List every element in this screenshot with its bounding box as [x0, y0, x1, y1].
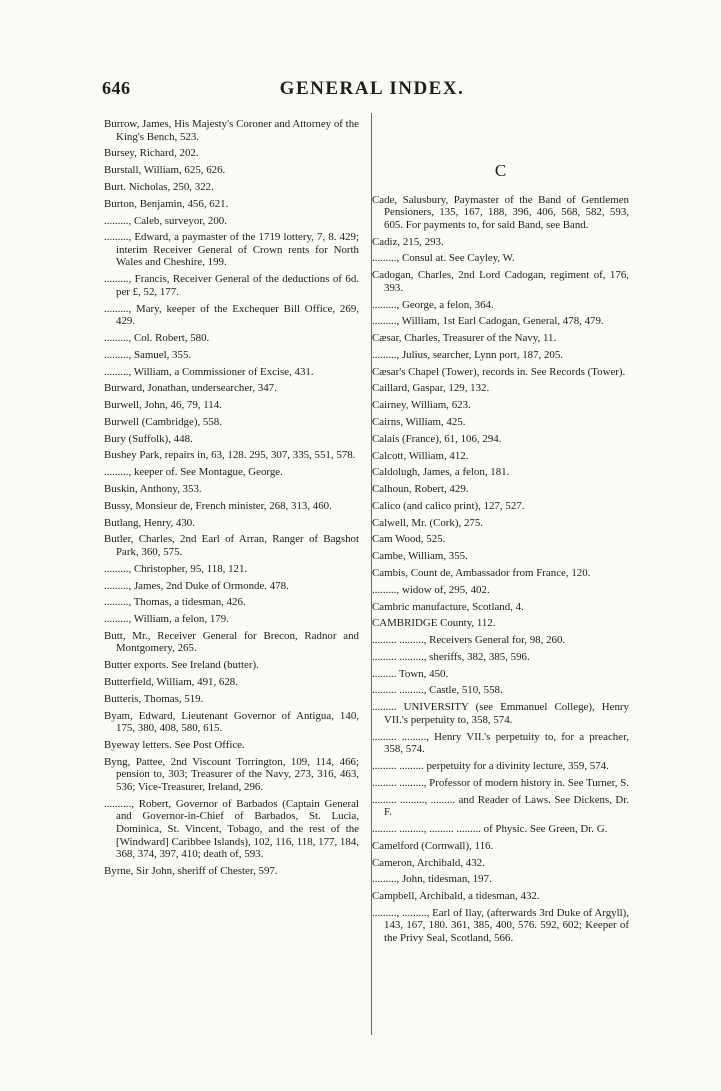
index-entry: ........., James, 2nd Duke of Ormonde. 478. — [104, 579, 289, 592]
index-entry: Butlang, Henry, 430. — [104, 516, 195, 529]
index-entry: Byam, Edward, Lieutenant Governor of Antigua, 140, 175, 380, 408, 580, 615. — [104, 709, 359, 735]
index-entry: ......... ........., Castle, 510, 558. — [372, 684, 503, 697]
index-entry: Byrne, Sir John, sheriff of Chester, 597. — [104, 864, 278, 877]
index-entry: Cambric manufacture, Scotland, 4. — [372, 600, 524, 613]
index-entry: ......... ........., Professor of modern history in. See Turner, S. — [372, 776, 629, 789]
index-entry: Cade, Salusbury, Paymaster of the Band of Gentlemen Pensioners, 135, 167, 188, 396, 406, 568, 582, 593, 605. For payments to, for said Band, see Band. — [372, 193, 629, 231]
index-entry: ........., Edward, a paymaster of the 1719 lottery, 7, 8. 429; interim Receiver General of Crown rents for North Wales and Cheshire, 199. — [104, 231, 359, 269]
index-entry: Cairney, William, 623. — [372, 399, 471, 412]
index-entry: ........., Francis, Receiver General of the deductions of 6d. per £, 52, 177. — [104, 273, 359, 298]
index-entry: Burton, Benjamin, 456, 621. — [104, 197, 229, 210]
index-entry: .........., Robert, Governor of Barbados (Captain General and Governor-in-Chief of Barbados, St. Lucia, Dominica, St. Vincent, Tobago, and the rest of the [Windward] Caribbee Islands), 102, 116, 118, 177, 184, 368, 374, 397, 410; death of, 593. — [104, 797, 359, 861]
index-entry: ........., Consul at. See Cayley, W. — [372, 252, 515, 265]
index-entry: Bushey Park, repairs in, 63, 128. 295, 307, 335, 551, 578. — [104, 449, 356, 462]
index-entry: ........., Mary, keeper of the Exchequer Bill Office, 269, 429. — [104, 302, 359, 328]
index-entry: Burrow, James, His Majesty's Coroner and Attorney of the King's Bench, 523. — [104, 118, 359, 143]
page-header — [92, 78, 652, 102]
index-entry: Burward, Jonathan, undersearcher, 347. — [104, 382, 277, 395]
index-entry: ......... ........., Henry VII.'s perpetuity to, for a preacher, 358, 574. — [372, 730, 629, 756]
index-entry: Caillard, Gaspar, 129, 132. — [372, 382, 490, 395]
index-entry: Cameron, Archibald, 432. — [372, 856, 485, 869]
index-entry: ........., keeper of. See Montague, George. — [104, 466, 283, 479]
index-entry: Calais (France), 61, 106, 294. — [372, 432, 502, 445]
index-entry: Cambis, Count de, Ambassador from France, 120. — [372, 567, 591, 579]
index-entry: ......... ........., ......... and Reader of Laws. See Dickens, Dr. F. — [372, 793, 629, 819]
index-entry: Burwell, John, 46, 79, 114. — [104, 399, 222, 412]
index-entry: Caldolugh, James, a felon, 181. — [372, 466, 510, 479]
index-entry: Byeway letters. See Post Office. — [104, 738, 245, 751]
index-entry: Cadiz, 215, 293. — [372, 235, 444, 248]
index-entry: Byng, Pattee, 2nd Viscount Torrington, 109, 114, 466; pension to, 303; Treasurer of the Navy, 273, 316, 463, 536; Vice-Treasurer, Ireland, 296. — [104, 755, 359, 793]
index-entry: Buskin, Anthony, 353. — [104, 483, 202, 496]
index-entry: Butterfield, William, 491, 628. — [104, 676, 238, 689]
index-entry: Bury (Suffolk), 448. — [104, 432, 193, 445]
section-letter-heading: C — [494, 161, 507, 180]
index-entry: ........., widow of, 295, 402. — [372, 583, 490, 596]
index-entry: ........., George, a felon, 364. — [372, 298, 494, 311]
index-entry: ........., Thomas, a tidesman, 426. — [104, 596, 246, 609]
index-entry: Burstall, William, 625, 626. — [104, 164, 226, 177]
index-entry: ......... ........., ......... ......... of Physic. See Green, Dr. G. — [372, 822, 608, 835]
index-entry: Burt. Nicholas, 250, 322. — [104, 180, 214, 193]
right-index-column — [372, 155, 629, 949]
index-entry: Cairns, William, 425. — [372, 415, 466, 428]
page-number: 646 — [102, 78, 131, 98]
index-entry: Butler, Charles, 2nd Earl of Arran, Ranger of Bagshot Park, 360, 575. — [104, 533, 359, 558]
index-entry: ......... ........., sheriffs, 382, 385, 596. — [372, 650, 530, 663]
index-entry: ........., Col. Robert, 580. — [104, 332, 210, 344]
page-title: GENERAL INDEX. — [279, 78, 465, 99]
index-entry: ........., Samuel, 355. — [104, 348, 192, 361]
index-entry: Butter exports. See Ireland (butter). — [104, 659, 259, 672]
index-entry: Cæsar, Charles, Treasurer of the Navy, 11. — [372, 332, 557, 345]
index-entry: ........., ........., Earl of Ilay, (afterwards 3rd Duke of Argyll), 143, 167, 180. 361, 385, 400, 576. 592, 602; Keeper of the Privy Seal, Scotland, 566. — [372, 906, 629, 945]
index-entry: Cam Wood, 525. — [372, 533, 446, 546]
index-entry: ........., Caleb, surveyor, 200. — [104, 214, 227, 227]
index-entry: Calhoun, Robert, 429. — [372, 483, 469, 496]
index-entry: ......... ........., Receivers General for, 98, 260. — [372, 634, 566, 647]
left-index-column — [104, 118, 359, 882]
index-entry: ........., William, a Commissioner of Excise, 431. — [104, 365, 314, 378]
index-entry: Bussy, Monsieur de, French minister, 268, 313, 460. — [104, 499, 332, 512]
index-entry: Bursey, Richard, 202. — [104, 147, 199, 160]
index-entry: Calcott, William, 412. — [372, 449, 469, 462]
index-entry: Burwell (Cambridge), 558. — [104, 415, 222, 428]
index-entry: ......... ......... perpetuity for a divinity lecture, 359, 574. — [372, 760, 609, 772]
index-entry: Cambe, William, 355. — [372, 550, 468, 563]
index-entry: ........., William, 1st Earl Cadogan, General, 478, 479. — [372, 315, 604, 328]
index-entry: Cæsar's Chapel (Tower), records in. See Records (Tower). — [372, 365, 626, 378]
index-entry: ........., Christopher, 95, 118, 121. — [104, 562, 248, 575]
index-entry: ........., John, tidesman, 197. — [372, 873, 492, 886]
index-entry: Campbell, Archibald, a tidesman, 432. — [372, 890, 540, 903]
index-entry: Camelford (Cornwall), 116. — [372, 839, 494, 852]
index-entry: Butteris, Thomas, 519. — [104, 692, 204, 705]
index-entry: ........., William, a felon, 179. — [104, 613, 229, 626]
index-entry: ......... Town, 450. — [372, 667, 449, 680]
index-entry: CAMBRIDGE County, 112. — [372, 617, 496, 630]
index-entry: Butt, Mr., Receiver General for Brecon, Radnor and Montgomery, 265. — [104, 629, 359, 655]
index-entry: ......... UNIVERSITY (see Emmanuel College), Henry VII.'s perpetuity to, 358, 574. — [372, 701, 629, 726]
index-entry: Calico (and calico print), 127, 527. — [372, 499, 525, 512]
index-entry: ........., Julius, searcher, Lynn port, 187, 205. — [372, 348, 564, 361]
index-entry: Calwell, Mr. (Cork), 275. — [372, 516, 484, 529]
index-entry: Cadogan, Charles, 2nd Lord Cadogan, regiment of, 176, 393. — [372, 269, 629, 294]
